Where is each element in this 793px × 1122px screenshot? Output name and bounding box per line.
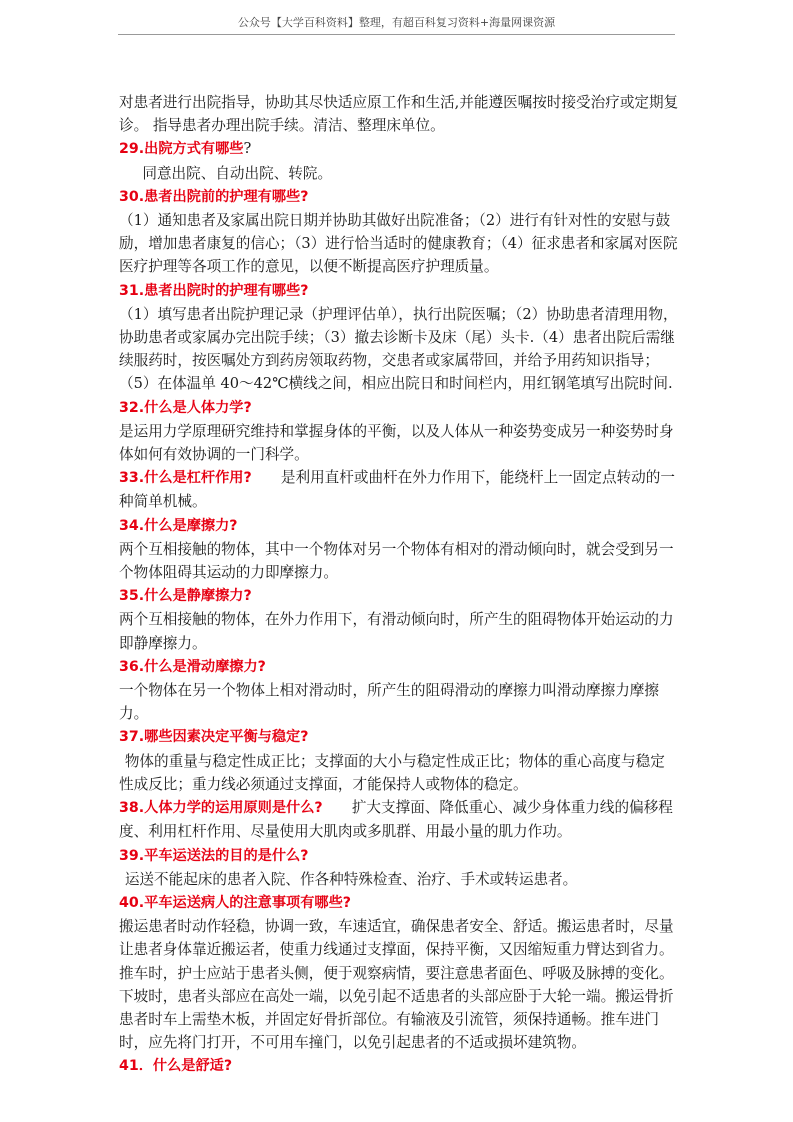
question-36 [119,655,679,679]
question-title: 33.什么是杠杆作用? [119,470,252,487]
answer-35: 两个互相接触的物体，在外力作用下，有滑动倾向时，所产生的阻碍物体开始运动的力即静摩擦力。 [119,611,674,652]
answer-39: 运送不能起床的患者入院、作各种特殊检查、治疗、手术或转运患者。 [124,870,578,888]
question-title: 39.平车运送法的目的是什么? [119,847,309,864]
question-33 [119,466,679,513]
header-divider [118,34,675,35]
answer-33: 是利用直杆或曲杆在外力作用下，能绕杆上一固定点转动的一种简单机械。 [119,469,675,511]
question-title: 36.什么是滑动摩擦力? [119,658,266,675]
question-41 [119,1054,679,1078]
question-title: 31.患者出院时的护理有哪些? [119,282,309,299]
answer-31: （1）填写患者出院护理记录（护理评估单），执行出院医嘱；（2）协助患者清理用物，协助患者或家属办完出院手续；（3）撤去诊断卡及床（尾）头卡.（4）患者出院后需继续服药时，按医嘱处方到药房领取药物，交患者或家属带回，并给予用药知识指导；（5）在体温单 40～42℃横线之间，相应出院日和时间栏内，用红钢笔填写出院时间. [119,305,678,393]
answer-32: 是运用力学原理研究维持和掌握身体的平衡，以及人体从一种姿势变成另一种姿势时身体如何有效协调的一门科学。 [119,422,674,464]
intro-paragraph: 对患者进行出院指导，协助其尽快适应原工作和生活,并能遵医嘱按时接受治疗或定期复诊。 指导患者办理出院手续。清洁、整理床单位。 [119,94,679,135]
question-mark: ? [243,140,252,158]
page-header: 公众号【大学百科资料】整理，有超百科复习资料+海量网课资源 [237,16,556,29]
document-body [119,91,679,1079]
question-37 [119,725,679,749]
question-31 [119,279,679,303]
question-39 [119,844,679,868]
question-29 [119,137,679,161]
question-title: 30.患者出院前的护理有哪些? [119,188,309,205]
question-title: 34.什么是摩擦力? [119,517,238,534]
question-30 [119,185,679,209]
question-35 [119,584,679,608]
answer-40: 搬运患者时动作轻稳，协调一致，车速适宜，确保患者安全、舒适。搬运患者时，尽量让患者身体靠近搬运者，使重力线通过支撑面，保持平衡，又因缩短重力臂达到省力。推车时，护士应站于患者头侧，便于观察病情，要注意患者面色、呼吸及脉搏的变化。下坡时，患者头部应在高处一端，以免引起不适患者的头部应卧于大轮一端。搬运骨折患者时车上需垫木板，并固定好骨折部位。有输液及引流管，须保持通畅。推车进门时，应先将门打开，不可用车撞门，以免引起患者的不适或损坏建筑物。 [119,918,674,1052]
answer-34: 两个互相接触的物体，其中一个物体对另一个物体有相对的滑动倾向时，就会受到另一个物体阻碍其运动的力即摩擦力。 [119,540,674,582]
question-title: 35.什么是静摩擦力? [119,588,252,605]
question-title: 32.什么是人体力学? [119,399,252,416]
answer-38: 扩大支撑面、降低重心、减少身体重力线的偏移程度、利用杠杆作用、尽量使用大肌肉或多肌群、用最小量的肌力作功。 [119,799,673,841]
answer-30: （1）通知患者及家属出院日期并协助其做好出院准备；（2）进行有针对性的安慰与鼓励，增加患者康复的信心；（3）进行恰当适时的健康教育；（4）征求患者和家属对医院医疗护理等各项工作的意见，以便不断提高医疗护理质量。 [119,212,678,276]
question-title: 38.人体力学的运用原则是什么? [119,800,323,817]
answer-36: 一个物体在另一个物体上相对滑动时，所产生的阻碍滑动的摩擦力叫滑动摩擦力摩擦力。 [119,682,659,723]
question-title: 40.平车运送病人的注意事项有哪些? [119,894,351,911]
question-38 [119,796,679,843]
answer-29: 同意出院、自动出院、转院。 [142,164,333,182]
question-title: 41．什么是舒适? [119,1058,233,1075]
answer-37: 物体的重量与稳定性成正比；支撑面的大小与稳定性成正比；物体的重心高度与稳定性成反比；重力线必须通过支撑面，才能保持人或物体的稳定。 [119,752,665,793]
question-40 [119,891,679,915]
question-34 [119,514,679,538]
question-32 [119,396,679,420]
question-title: 37.哪些因素决定平衡与稳定? [119,729,309,746]
question-title: 29.出院方式有哪些 [119,141,244,158]
